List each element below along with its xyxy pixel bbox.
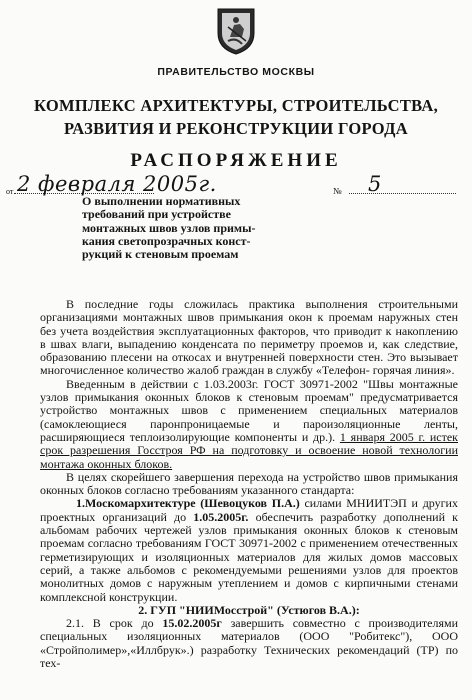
complex-heading xyxy=(0,94,472,140)
item-1-deadline: 1.05.2005г. xyxy=(193,509,249,524)
complex-heading-line-2: РАЗВИТИЯ И РЕКОНСТРУКЦИИ ГОРОДА xyxy=(64,119,408,138)
document-type-title: РАСПОРЯЖЕНИЕ xyxy=(130,150,342,171)
document-date: 2 февраля 2005г. xyxy=(17,172,217,196)
item-2-1-text: завершить совместно с производителями специальных изоляционных материалов (ООО "Робитекс"), ООО «Стройполимер»,«Иллбрук».) разработку Технических рекомендаций (ТР) по тех- xyxy=(40,616,459,671)
date-label: от xyxy=(6,187,14,196)
government-heading: ПРАВИТЕЛЬСТВО МОСКВЫ xyxy=(157,66,315,78)
complex-heading-line-1: КОМПЛЕКС АРХИТЕКТУРЫ, СТРОИТЕЛЬСТВА, xyxy=(33,96,439,115)
subject-line-3: монтажных швов узлов примы- xyxy=(82,220,256,235)
subject-line-5: рукций к стеновым проемам xyxy=(82,247,239,262)
subject-block xyxy=(82,195,272,261)
item-1-text-a: силами МНИИТЭП и других проектных организаций до xyxy=(40,496,458,524)
item-1-lead: 1.Москомархитектуре (Шевоцуков П.А.) xyxy=(76,496,300,511)
document-number: 5 xyxy=(368,172,382,196)
paragraph-purpose: В целях скорейшего завершения перехода на устройство швов примыкания оконных блоков согласно требованиям указанного стандарта: xyxy=(40,469,458,498)
document-body xyxy=(40,298,458,670)
paragraph-background: В последние годы сложилась практика выполнения строительными организациями монтажных швов примыкания окон к проемам наружных стен без учета воздействия эксплуатационных факторов, что приводит к накоплению в швах влаги, выпадению конденсата по периметру проемов и, как следствие, образованию плесени на откосах и внутренней поверхности стен. Это вызывает многочисленное количество жалоб граждан в службу «Телефон- горячая линия». xyxy=(40,297,458,378)
subject-line-1: О выполнении нормативных xyxy=(82,194,241,208)
number-label: № xyxy=(333,186,342,196)
item-2-1-deadline: 15.02.2005г xyxy=(162,616,222,631)
subject-line-2: требований при устройстве xyxy=(82,207,231,222)
item-1-text-b: обеспечить разработку дополнений к альбомам рабочих чертежей узлов примыкания оконных блоков к стеновым проемам согласно требованиям ГОСТ 30971-2002 с применением отечественных герметизирующих и изоляционных материалов для жилых домов массовых серий, а также альбомов с рекомендуемыми решениями узлов для проектов монолитных домов с наружным утеплением и домов с кирпичными стенами комплексной конструкции. xyxy=(40,509,458,604)
moscow-coat-of-arms-emblem xyxy=(216,7,256,55)
paragraph-gost xyxy=(40,378,458,471)
item-2-heading: 2. ГУП "НИИМосстрой" (Устюгов В.А.): xyxy=(138,602,360,617)
item-2-1-lead: 2.1. В срок до xyxy=(66,616,163,631)
gost-deadline-underlined: 1 января 2005 г. истек срок разрешения Госстроя РФ на подготовку и освоение новой технологии монтажа оконных блоков. xyxy=(40,429,458,471)
number-underline xyxy=(349,193,456,194)
subject-line-4: кания светопрозрачных конст- xyxy=(82,233,251,248)
item-1 xyxy=(40,497,458,603)
item-2-1 xyxy=(40,617,458,670)
gost-text: Введенным в действии с 1.03.2003г. ГОСТ 30971-2002 "Швы монтажные узлов примыкания оконных блоков к стеновым проемам" предусматривается устройство монтажных швов с применением специальных материалов (самоклеющиеся паронпроницаемые и пароизоляционные ленты, расширяющиеся теплоизолирующие компоненты и др.). xyxy=(40,376,458,444)
